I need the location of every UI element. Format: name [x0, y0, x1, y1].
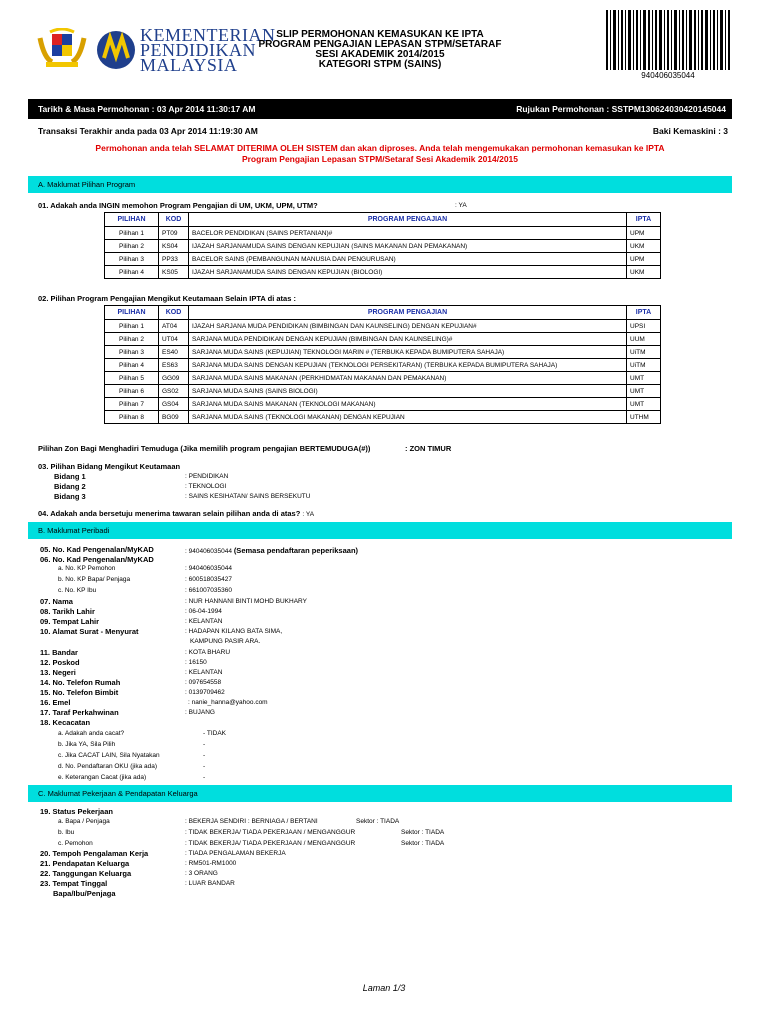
telefon-bimbit-label: 15. No. Telefon Bimbit — [40, 688, 119, 697]
table-row: Pilihan 4 KS05 IJAZAH SARJANAMUDA SAINS DENGAN KEPUJIAN (BIOLOGI) UKM — [105, 266, 661, 279]
bidang-1-label: Bidang 1 — [54, 472, 86, 481]
nama-label: 07. Nama — [40, 597, 73, 606]
taraf-perkahwinan-value: : BUJANG — [185, 709, 215, 716]
table-row: Pilihan 5 GG09 SARJANA MUDA SAINS MAKANAN (PERKHIDMATAN MAKANAN DAN PEMAKANAN) UMT — [105, 372, 661, 385]
table-row: Pilihan 2 UT04 SARJANA MUDA PENDIDIKAN DENGAN KEPUJIAN (BIMBINGAN DAN KAUNSELING)# UUM — [105, 333, 661, 346]
question-01: 01. Adakah anda INGIN memohon Program Pengajian di UM, UKM, UPM, UTM? — [38, 201, 318, 210]
section-c-header: C. Maklumat Pekerjaan & Pendapatan Keluarga — [28, 785, 732, 802]
question-04: 04. Adakah anda bersetuju menerima tawaran selain pilihan anda di atas? : YA — [38, 509, 315, 518]
section-a-header: A. Maklumat Pilihan Program — [28, 176, 732, 193]
alamat-line2: KAMPUNG PASIR ARA. — [190, 638, 261, 645]
cacat-b-value: - — [203, 741, 206, 748]
bandar-label: 11. Bandar — [40, 648, 78, 657]
cacat-d-value: - — [203, 763, 206, 770]
slip-title: SLIP PERMOHONAN KEMASUKAN KE IPTA PROGRAM PENGAJIAN LEPASAN STPM/SETARAF SESI AKADEMIK 2014/2015 KATEGORI STPM (SAINS) — [258, 29, 502, 70]
malaysia-crest-logo — [36, 28, 88, 72]
tempat-tinggal-value: : LUAR BANDAR — [185, 880, 235, 887]
table-header-row: PILIHAN KOD PROGRAM PENGAJIAN IPTA — [105, 306, 661, 320]
negeri-value: : KELANTAN — [185, 669, 223, 676]
negeri-label: 13. Negeri — [40, 668, 76, 677]
telefon-rumah-label: 14. No. Telefon Rumah — [40, 678, 121, 687]
kp-bapa-label: b. No. KP Bapa/ Penjaga — [58, 576, 131, 583]
telefon-rumah-value: : 097654558 — [185, 679, 222, 686]
status-pemohon-value: : TIDAK BEKERJA/ TIADA PEKERJAAN / MENGANGGUR — [185, 840, 356, 847]
sektor-pemohon: Sektor : TIADA — [401, 840, 445, 847]
status-bapa-label: a. Bapa / Penjaga — [58, 818, 110, 825]
application-datetime: Tarikh & Masa Permohonan : 03 Apr 2014 11:30:17 AM — [38, 104, 256, 114]
status-pekerjaan-label: 19. Status Pekerjaan — [40, 807, 113, 816]
table-row: Pilihan 7 GS04 SARJANA MUDA SAINS MAKANAN (TEKNOLOGI MAKANAN) UMT — [105, 398, 661, 411]
section-b-header: B. Maklumat Peribadi — [28, 522, 732, 539]
mykad-label: 05. No. Kad Pengenalan/MyKAD — [40, 545, 154, 554]
cacat-c-label: c. Jika CACAT LAIN, Sila Nyatakan — [58, 752, 160, 759]
status-ibu-label: b. Ibu — [58, 829, 75, 836]
cacat-a-value: - TIDAK — [203, 730, 226, 737]
tarikh-lahir-label: 08. Tarikh Lahir — [40, 607, 95, 616]
emel-label: 16. Emel — [40, 698, 71, 707]
tanggungan-value: : 3 ORANG — [185, 870, 218, 877]
barcode-number: 940406035044 — [641, 71, 695, 80]
telefon-bimbit-value: : 0139709462 — [185, 689, 225, 696]
pengalaman-kerja-label: 20. Tempoh Pengalaman Kerja — [40, 849, 149, 858]
page-number: Laman 1/3 — [362, 983, 406, 993]
kp-bapa-value: : 600518035427 — [185, 576, 232, 583]
bandar-value: : KOTA BHARU — [185, 649, 231, 656]
tanggungan-label: 22. Tanggungan Keluarga — [40, 869, 132, 878]
table-row: Pilihan 3 PP33 BACELOR SAINS (PEMBANGUNAN MANUSIA DAN PENGURUSAN) UPM — [105, 253, 661, 266]
question-02: 02. Pilihan Program Pengajian Mengikut Keutamaan Selain IPTA di atas : — [38, 294, 296, 303]
table-row: Pilihan 2 KS04 IJAZAH SARJANAMUDA SAINS DENGAN KEPUJIAN (SAINS MAKANAN DAN PEMAKANAN) UKM — [105, 240, 661, 253]
cacat-a-label: a. Adakah anda cacat? — [58, 730, 125, 737]
tempat-lahir-value: : KELANTAN — [185, 618, 223, 625]
bidang-2-label: Bidang 2 — [54, 482, 86, 491]
pengalaman-kerja-value: : TIADA PENGALAMAN BEKERJA — [185, 850, 286, 857]
status-bapa-value: : BEKERJA SENDIRI : BERNIAGA / BERTANI — [185, 818, 318, 825]
question-01-answer: : YA — [455, 202, 467, 209]
bidang-2-value: : TEKNOLOGI — [185, 483, 227, 490]
program-table-2 — [104, 305, 661, 424]
poskod-value: : 16150 — [185, 659, 207, 666]
tempat-tinggal-label: 23. Tempat Tinggal — [40, 879, 108, 888]
barcode — [606, 10, 730, 70]
table-row: Pilihan 4 ES63 SARJANA MUDA SAINS DENGAN KEPUJIAN (TEKNOLOGI PERSEKITARAN) (TERBUKA KEPADA BUMIPUTERA SAHAJA) UiTM — [105, 359, 661, 372]
table-row: Pilihan 1 PT09 BACELOR PENDIDIKAN (SAINS PERTANIAN)# UPM — [105, 227, 661, 240]
nama-value: : NUR HANNANI BINTI MOHD BUKHARY — [185, 598, 307, 605]
program-table-1 — [104, 212, 661, 279]
status-pemohon-label: c. Pemohon — [58, 840, 93, 847]
tempat-tinggal-label2: Bapa/Ibu/Penjaga — [53, 889, 116, 898]
sektor-bapa: Sektor : TIADA — [356, 818, 400, 825]
table-header-row: PILIHAN KOD PROGRAM PENGAJIAN IPTA — [105, 213, 661, 227]
kp-pemohon-value: : 940406035044 — [185, 565, 232, 572]
kpm-logo — [96, 28, 136, 72]
poskod-label: 12. Poskod — [40, 658, 80, 667]
tarikh-lahir-value: : 06-04-1994 — [185, 608, 222, 615]
kp-pemohon-label: a. No. KP Pemohon — [58, 565, 116, 572]
sektor-ibu: Sektor : TIADA — [401, 829, 445, 836]
mykad-value: : 940406035044 (Semasa pendaftaran peperiksaan) — [185, 546, 359, 555]
pendapatan-value: : RM501-RM1000 — [185, 860, 237, 867]
success-notice: Permohonan anda telah SELAMAT DITERIMA OLEH SISTEM dan akan diproses. Anda telah mengemukakan permohonan kemasukan ke IPTA Program Pengajian Lepasan STPM/Setaraf Sesi Akademik 2014/2015 — [95, 143, 665, 164]
cacat-d-label: d. No. Pendaftaran OKU (jika ada) — [58, 763, 157, 770]
cacat-c-value: - — [203, 752, 206, 759]
pendapatan-label: 21. Pendapatan Keluarga — [40, 859, 130, 868]
application-reference: Rujukan Permohonan : SSTPM130624030420145044 — [516, 104, 726, 114]
cacat-e-label: e. Keterangan Cacat (jika ada) — [58, 774, 147, 781]
table-row: Pilihan 3 ES40 SARJANA MUDA SAINS (KEPUJIAN) TEKNOLOGI MARIN # (TERBUKA KEPADA BUMIPUTERA SAHAJA) UiTM — [105, 346, 661, 359]
kp-ibu-value: : 661007035360 — [185, 587, 232, 594]
alamat-label: 10. Alamat Surat - Menyurat — [40, 627, 139, 636]
status-ibu-value: : TIDAK BEKERJA/ TIADA PEKERJAAN / MENGANGGUR — [185, 829, 356, 836]
bidang-3-value: : SAINS KESIHATAN/ SAINS BERSEKUTU — [185, 493, 311, 500]
bidang-3-label: Bidang 3 — [54, 492, 86, 501]
table-row: Pilihan 6 GS02 SARJANA MUDA SAINS (SAINS BIOLOGI) UMT — [105, 385, 661, 398]
application-info-bar — [28, 99, 732, 119]
bidang-1-value: : PENDIDIKAN — [185, 473, 229, 480]
taraf-perkahwinan-label: 17. Taraf Perkahwinan — [40, 708, 119, 717]
mykad2-label: 06. No. Kad Pengenalan/MyKAD — [40, 555, 154, 564]
ministry-name: KEMENTERIAN PENDIDIKAN MALAYSIA — [140, 25, 276, 75]
interview-zone-answer: : ZON TIMUR — [405, 444, 452, 453]
alamat-value: : HADAPAN KILANG BATA SIMA, — [185, 628, 283, 635]
question-04-answer: : YA — [302, 511, 315, 518]
emel-value: : nanie_hanna@yahoo.com — [188, 699, 268, 706]
cacat-e-value: - — [203, 774, 206, 781]
table-row: Pilihan 8 BG09 SARJANA MUDA SAINS (TEKNOLOGI MAKANAN) DENGAN KEPUJIAN UTHM — [105, 411, 661, 424]
cacat-b-label: b. Jika YA, Sila Pilih — [58, 741, 116, 748]
last-transaction: Transaksi Terakhir anda pada 03 Apr 2014 11:19:30 AM — [38, 126, 258, 136]
table-row: Pilihan 1 AT04 IJAZAH SARJANA MUDA PENDIDIKAN (BIMBINGAN DAN KAUNSELING) DENGAN KEPUJIAN# UPSI — [105, 320, 661, 333]
interview-zone-question: Pilihan Zon Bagi Menghadiri Temuduga (Jika memilih program pengajian BERTEMUDUGA(#)) — [38, 444, 371, 453]
kecacatan-label: 18. Kecacatan — [40, 718, 91, 727]
update-balance: Baki Kemaskini : 3 — [652, 126, 728, 136]
tempat-lahir-label: 09. Tempat Lahir — [40, 617, 100, 626]
kp-ibu-label: c. No. KP Ibu — [58, 587, 97, 594]
question-03: 03. Pilihan Bidang Mengikut Keutamaan — [38, 462, 181, 471]
